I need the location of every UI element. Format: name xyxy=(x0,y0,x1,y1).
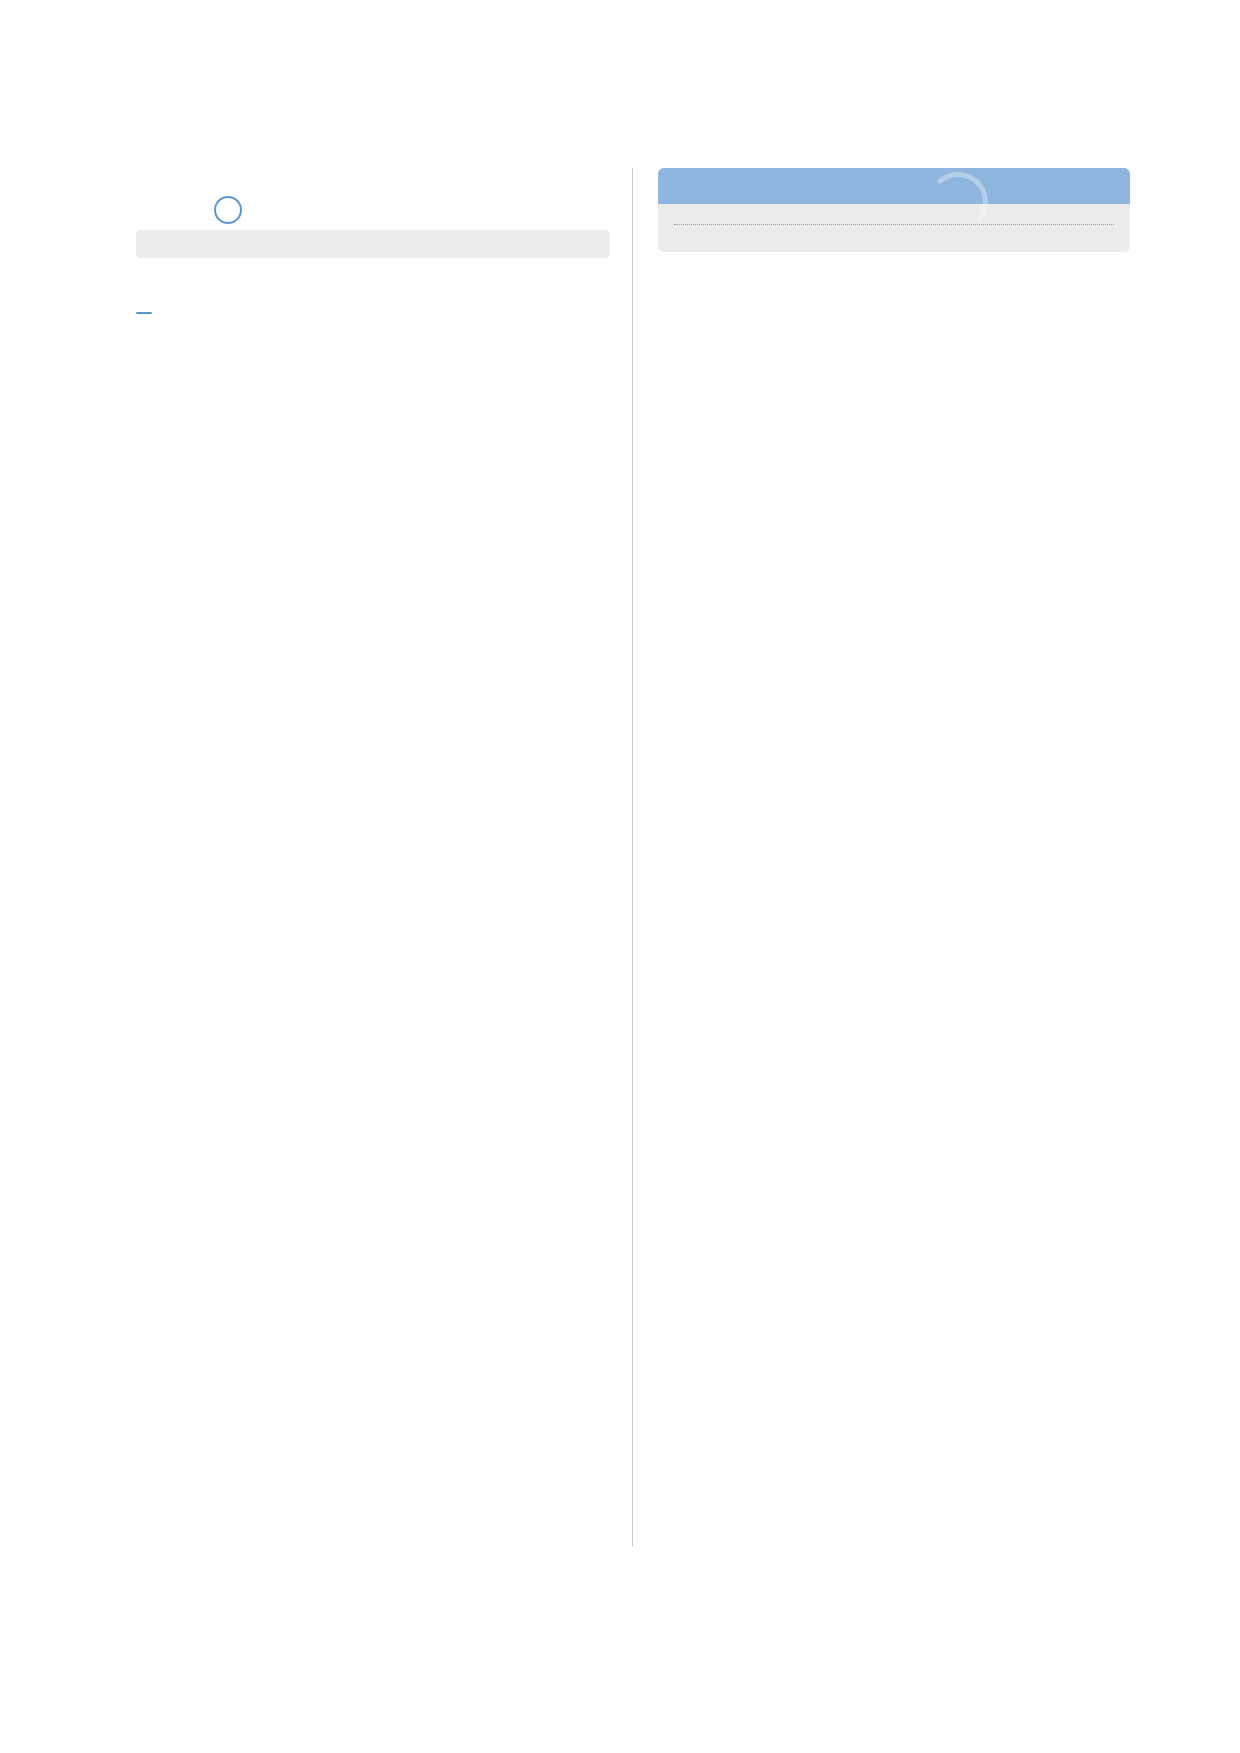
column-divider xyxy=(632,168,633,1546)
right-column xyxy=(658,168,1130,281)
dotted-separator xyxy=(674,224,1114,225)
answer-list xyxy=(658,233,1130,252)
answer-box-header xyxy=(658,168,1130,204)
answer-grid xyxy=(658,204,1130,218)
exercise-answer-box xyxy=(136,230,610,258)
answer-box xyxy=(658,168,1130,252)
exercise-number xyxy=(214,196,242,224)
exercise-header xyxy=(136,198,610,228)
decorative-arc xyxy=(928,172,988,232)
left-column xyxy=(136,166,610,322)
solution-section xyxy=(658,262,1130,281)
vocab-tag xyxy=(136,312,152,314)
vocab-section xyxy=(136,299,610,318)
translation-section xyxy=(136,272,610,291)
